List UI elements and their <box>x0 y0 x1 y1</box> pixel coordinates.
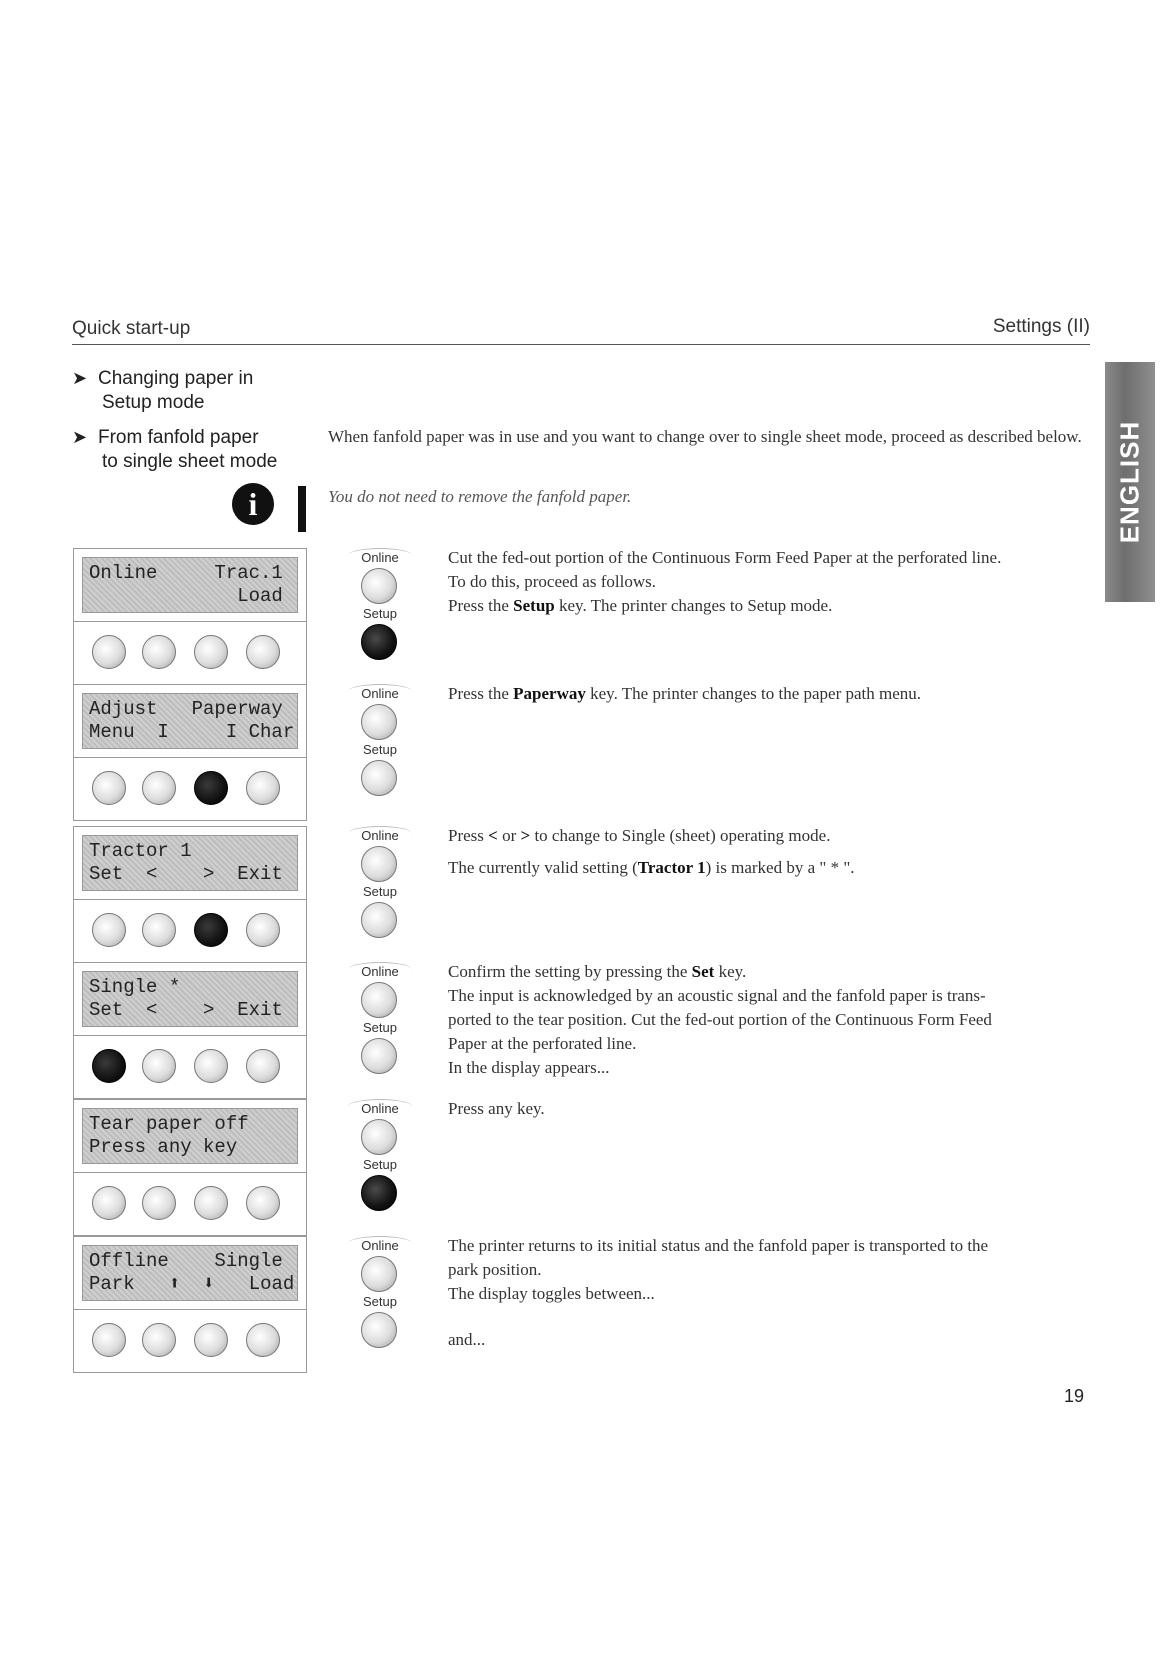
panel-key-3[interactable] <box>194 1186 228 1220</box>
online-setup-keys <box>340 684 420 814</box>
lcd-line: Set < > Exit <box>89 999 283 1021</box>
online-key[interactable] <box>361 1256 397 1292</box>
intro-paragraph: When fanfold paper was in use and you want to change over to single sheet mode, proceed as described below. <box>328 427 1082 446</box>
panel-key-2[interactable] <box>142 771 176 805</box>
header-rule <box>72 344 1090 345</box>
panel-button-row <box>74 899 306 962</box>
setup-label: Setup <box>363 742 397 757</box>
online-setup-keys <box>340 826 420 956</box>
info-bar <box>298 486 306 532</box>
panel-key-4[interactable] <box>246 1323 280 1357</box>
display-panel <box>73 1099 307 1236</box>
panel-key-1[interactable] <box>92 635 126 669</box>
panel-button-row <box>74 1172 306 1235</box>
lcd-line: Tractor 1 <box>89 840 192 862</box>
setup-label: Setup <box>363 1294 397 1309</box>
lcd-line: Park ⬆ ⬇ Load <box>89 1273 295 1295</box>
display-panel <box>73 962 307 1099</box>
panel-key-2[interactable] <box>142 1049 176 1083</box>
online-label: Online <box>361 964 399 979</box>
panel-key-1[interactable] <box>92 1323 126 1357</box>
running-header-left: Quick start-up <box>72 318 191 339</box>
language-tab <box>1105 362 1155 602</box>
subsection-heading-line2: to single sheet mode <box>102 451 278 472</box>
panel-button-row <box>74 1035 306 1098</box>
panel-key-4[interactable] <box>246 635 280 669</box>
panel-key-2[interactable] <box>142 913 176 947</box>
panel-key-3[interactable] <box>194 913 228 947</box>
panel-key-1[interactable] <box>92 913 126 947</box>
online-label: Online <box>361 1238 399 1253</box>
panel-key-3[interactable] <box>194 771 228 805</box>
setup-key[interactable] <box>361 1175 397 1211</box>
lcd-line: Adjust Paperway <box>89 698 283 720</box>
subsection-heading-line1: From fanfold paper <box>98 427 259 448</box>
setup-label: Setup <box>363 1020 397 1035</box>
step-instruction: Press any key. <box>448 1099 545 1118</box>
panel-button-row <box>74 621 306 684</box>
online-key[interactable] <box>361 982 397 1018</box>
online-key[interactable] <box>361 846 397 882</box>
online-setup-keys <box>340 1099 420 1229</box>
info-note: You do not need to remove the fanfold paper. <box>328 487 632 506</box>
arrow-icon: ➤ <box>72 427 88 447</box>
online-setup-keys <box>340 548 420 678</box>
subsection-heading <box>72 425 277 474</box>
online-label: Online <box>361 686 399 701</box>
online-setup-keys <box>340 1236 420 1366</box>
panel-key-4[interactable] <box>246 913 280 947</box>
setup-label: Setup <box>363 606 397 621</box>
panel-key-3[interactable] <box>194 635 228 669</box>
panel-key-1[interactable] <box>92 771 126 805</box>
lcd-line: Offline Single <box>89 1250 283 1272</box>
lcd-display <box>82 1108 298 1164</box>
panel-key-4[interactable] <box>246 771 280 805</box>
language-tab-label: ENGLISH <box>1114 420 1145 544</box>
panel-key-3[interactable] <box>194 1323 228 1357</box>
lcd-display <box>82 1245 298 1301</box>
setup-key[interactable] <box>361 624 397 660</box>
panel-key-4[interactable] <box>246 1186 280 1220</box>
display-panel <box>73 826 307 963</box>
online-label: Online <box>361 550 399 565</box>
lcd-display <box>82 557 298 613</box>
running-header-right: Settings (II) <box>992 316 1090 337</box>
panel-key-2[interactable] <box>142 635 176 669</box>
section-heading-line1: Changing paper in <box>98 368 254 389</box>
step-instruction: Cut the fed-out portion of the Continuous Form Feed Paper at the perforated line. To do this, proceed as follows. Press the Setup key. The printer changes to Setup mode. <box>448 548 1002 615</box>
online-label: Online <box>361 1101 399 1116</box>
panel-key-2[interactable] <box>142 1323 176 1357</box>
page-number: 19 <box>1064 1386 1085 1406</box>
step-instruction: The printer returns to its initial status and the fanfold paper is transported to the park position. The display toggles between... and... <box>448 1236 989 1349</box>
lcd-line: Load <box>89 585 283 607</box>
online-setup-keys <box>340 962 420 1092</box>
lcd-line: Menu I I Char <box>89 721 295 743</box>
lcd-line: Set < > Exit <box>89 863 283 885</box>
lcd-display <box>82 835 298 891</box>
step-instruction: Press the Paperway key. The printer changes to the paper path menu. <box>448 684 922 703</box>
panel-button-row <box>74 757 306 820</box>
panel-key-2[interactable] <box>142 1186 176 1220</box>
lcd-display <box>82 971 298 1027</box>
lcd-line: Online Trac.1 <box>89 562 283 584</box>
online-key[interactable] <box>361 704 397 740</box>
display-panel <box>73 1236 307 1373</box>
lcd-line: Single * <box>89 976 181 998</box>
display-panel <box>73 684 307 821</box>
lcd-line: Tear paper off <box>89 1113 249 1135</box>
setup-label: Setup <box>363 1157 397 1172</box>
panel-key-4[interactable] <box>246 1049 280 1083</box>
panel-key-1[interactable] <box>92 1186 126 1220</box>
online-label: Online <box>361 828 399 843</box>
panel-key-1[interactable] <box>92 1049 126 1083</box>
display-panel <box>73 548 307 685</box>
section-heading-line2: Setup mode <box>102 392 205 413</box>
section-heading <box>72 366 253 415</box>
lcd-line: Press any key <box>89 1136 238 1158</box>
lcd-display <box>82 693 298 749</box>
setup-label: Setup <box>363 884 397 899</box>
info-icon: i <box>232 483 274 525</box>
arrow-icon: ➤ <box>72 368 88 388</box>
setup-key[interactable] <box>361 760 397 796</box>
step-instruction: Press < or > to change to Single (sheet) operating mode. The currently valid setting (Tractor 1) is marked by a " * ". <box>448 826 855 877</box>
setup-key[interactable] <box>361 1038 397 1074</box>
step-instruction: Confirm the setting by pressing the Set key. The input is acknowledged by an acoustic signal and the fanfold paper is trans- ported to the tear position. Cut the fed-out portion of the Continuous Form Feed Paper at the perforated line. In the display appears... <box>448 962 992 1077</box>
online-key[interactable] <box>361 568 397 604</box>
setup-key[interactable] <box>361 902 397 938</box>
panel-key-3[interactable] <box>194 1049 228 1083</box>
online-key[interactable] <box>361 1119 397 1155</box>
panel-button-row <box>74 1309 306 1372</box>
setup-key[interactable] <box>361 1312 397 1348</box>
